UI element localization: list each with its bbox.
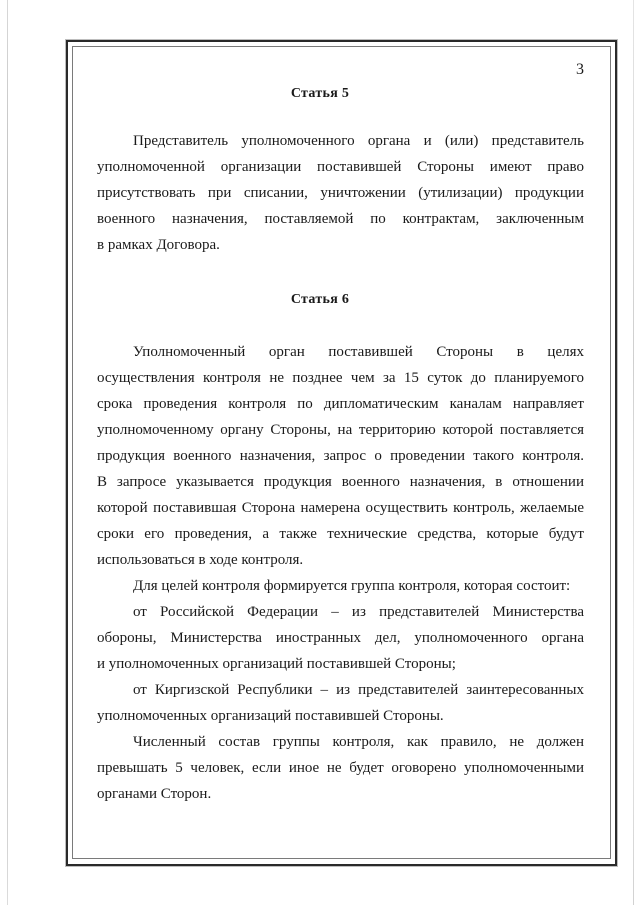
article-6-paragraph-2 — [97, 573, 584, 599]
text-line: продукция военного назначения, запрос о проведении такого контроля. — [97, 448, 584, 464]
article-6-paragraph-3 — [97, 599, 584, 677]
text-line: В запросе указывается продукция военного назначения, в отношении — [97, 474, 584, 490]
text-line: использоваться в ходе контроля. — [97, 552, 304, 568]
page-number: 3 — [576, 61, 584, 78]
text-line: Представитель уполномоченного органа и (или) представитель — [133, 133, 584, 149]
text-line: Уполномоченный орган поставившей Стороны в целях — [133, 344, 584, 360]
text-line: уполномоченной организации поставившей Стороны имеют право — [97, 159, 584, 175]
text-line: в рамках Договора. — [97, 237, 220, 253]
text-line: военного назначения, поставляемой по контрактам, заключенным — [97, 211, 584, 227]
article-5-text — [97, 128, 584, 258]
scan-edge-left — [7, 0, 8, 905]
text-line: уполномоченному органу Стороны, на территорию которой поставляется — [97, 422, 584, 438]
text-line: осуществления контроля не позднее чем за 15 суток до планируемого — [97, 370, 584, 386]
text-line: присутствовать при списании, уничтожении (утилизации) продукции — [97, 185, 584, 201]
text-line: Численный состав группы контроля, как правило, не должен — [133, 734, 584, 750]
article-6-paragraph-1 — [97, 339, 584, 573]
text-line: от Киргизской Республики – из представителей заинтересованных — [133, 682, 584, 698]
text-line: органами Сторон. — [97, 786, 212, 802]
text-line: которой поставившая Сторона намерена осуществить контроль, желаемые — [97, 500, 584, 516]
text-line: уполномоченных организаций поставившей Стороны. — [97, 708, 444, 724]
text-line: сроки его проведения, а также технические средства, которые будут — [97, 526, 584, 542]
text-line: превышать 5 человек, если иное не будет оговорено уполномоченными — [97, 760, 584, 776]
text-line: срока проведения контроля по дипломатическим каналам направляет — [97, 396, 584, 412]
article-5-heading: Статья 5 — [290, 86, 350, 101]
text-line: Для целей контроля формируется группа контроля, которая состоит: — [133, 578, 571, 594]
article-6-heading: Статья 6 — [290, 292, 350, 307]
scan-edge-right — [633, 0, 634, 905]
article-6-paragraph-4 — [97, 677, 584, 729]
text-line: от Российской Федерации – из представителей Министерства — [133, 604, 584, 620]
text-line: и уполномоченных организаций поставившей Стороны; — [97, 656, 456, 672]
article-6-paragraph-5 — [97, 729, 584, 807]
text-line: обороны, Министерства иностранных дел, уполномоченного органа — [97, 630, 584, 646]
